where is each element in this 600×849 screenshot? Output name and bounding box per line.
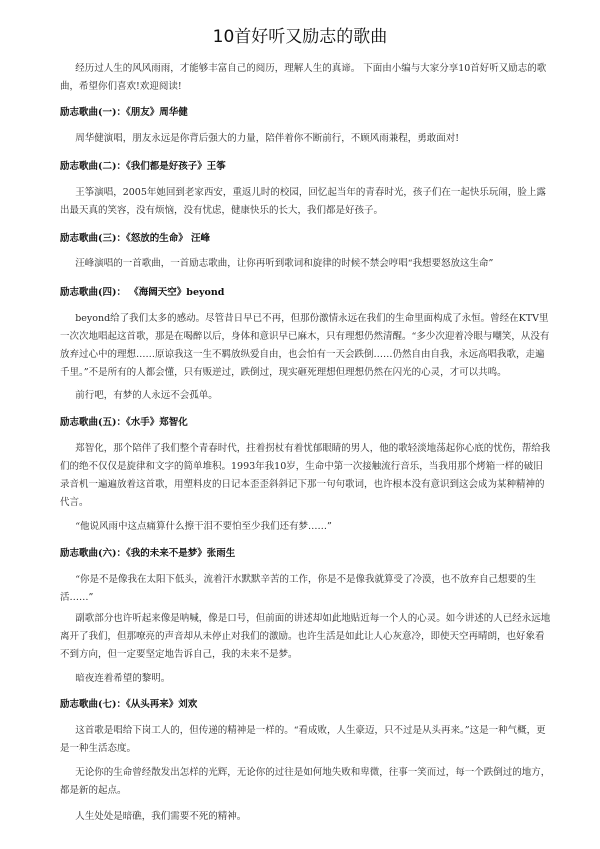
song-paragraph: “你是不是像我在太阳下低头，流着汗水默默辛苦的工作，你是不是像我就算受了冷漠，也不放弃自己想要的生活……” bbox=[60, 574, 537, 603]
song-paragraph: 汪峰演唱的一首歌曲，一首励志歌曲，让你再听到歌词和旋律的时候不禁会哼唱“我想要怒放这生命” bbox=[75, 258, 494, 269]
song-heading: 励志歌曲(一)：《朋友》周华健 bbox=[60, 107, 188, 118]
song-heading: 励志歌曲(三)：《怒放的生命》 汪峰 bbox=[60, 233, 211, 244]
song-heading: 励志歌曲(六)：《我的未来不是梦》张雨生 bbox=[60, 548, 236, 559]
song-paragraph: 王筝演唱，2005年她回到老家西安，重返儿时的校园，回忆起当年的青春时光，孩子们在一起快乐玩闹，脸上露出最天真的笑容，没有烦恼，没有忧虑，健康快乐的长大，我们都是好孩子。 bbox=[60, 187, 546, 216]
song-heading: 励志歌曲(四)： 《海阔天空》beyond bbox=[60, 287, 225, 298]
song-heading: 励志歌曲(七)：《从头再来》刘欢 bbox=[60, 699, 198, 710]
song-paragraph: 人生处处是暗礁，我们需要不死的精神。 bbox=[75, 811, 247, 822]
song-heading: 励志歌曲(二)：《我们都是好孩子》王筝 bbox=[60, 161, 226, 172]
song-paragraph: “他说风雨中这点痛算什么擦干泪不要怕至少我们还有梦……” bbox=[75, 521, 332, 532]
song-paragraph: 这首歌是唱给下岗工人的，但传递的精神是一样的。“看成败，人生豪迈，只不过是从头再来。”这是一种气概，更是一种生活态度。 bbox=[60, 725, 546, 754]
song-paragraph: beyond给了我们太多的感动。尽管昔日早已不再，但那份激情永远在我们的生命里面构成了永恒。曾经在KTV里一次次地唱起这首歌，那是在喝醉以后，身体和意识早已麻木，只有理想仍然清醒。“多少次迎着冷眼与嘲笑，从没有放弃过心中的理想……原谅我这一生不羁放纵爱自由，也会怕有一天会跌倒……仍然自由自我，永远高唱我歌，走遍千里。”不是所有的人都会懂，只有贩逆过，跌倒过，现实砸死理想但理想仍然在闪光的心灵，才可以共鸣。 bbox=[60, 313, 550, 378]
intro-paragraph: 经历过人生的风风雨雨，才能够丰富自己的阅历，理解人生的真谛。 下面由小编与大家分享10首好听又励志的歌曲，希望你们喜欢!欢迎阅读! bbox=[60, 63, 547, 92]
song-paragraph: 郑智化，那个陪伴了我们整个青春时代，拄着拐杖有着忧郁眼睛的男人，他的歌轻淡地荡起你心底的忧伤，帮给我们的绝不仅仅是旋律和文字的简单堆积。1993年我10岁，生命中第一次接触流行音乐，当我用那个烤箱一样的破旧录音机一遍遍放着这首歌，用塑料皮的日记本歪歪斜斜记下那一句句歌词，也许根本没有意识到这会成为某种精神的代言。 bbox=[60, 443, 551, 508]
song-paragraph: 副歌部分也许听起来像是呐喊，像是口号，但前面的讲述却如此地贴近每一个人的心灵。如今讲述的人已经永远地离开了我们，但那嘹亮的声音却从未停止对我们的激励。也许生活是如此让人心灰意冷，即使天空再晴朗，也好象看不到方向，但一定要坚定地告诉自己，我的未来不是梦。 bbox=[60, 613, 551, 660]
song-paragraph: 前行吧，有梦的人永远不会孤单。 bbox=[75, 390, 218, 401]
page-title: 10首好听又励志的歌曲 bbox=[212, 27, 388, 47]
song-heading: 励志歌曲(五)：《水手》郑智化 bbox=[60, 417, 188, 428]
song-paragraph: 周华健演唱，朋友永远是你背后强大的力量，陪伴着你不断前行，不顾风雨兼程，勇敢面对! bbox=[75, 133, 460, 144]
song-paragraph: 暗夜连着希望的黎明。 bbox=[75, 673, 171, 684]
song-paragraph: 无论你的生命曾经散发出怎样的光辉，无论你的过往是如何地失败和卑微，往事一笑而过，每一个跌倒过的地方，都是新的起点。 bbox=[60, 767, 551, 796]
